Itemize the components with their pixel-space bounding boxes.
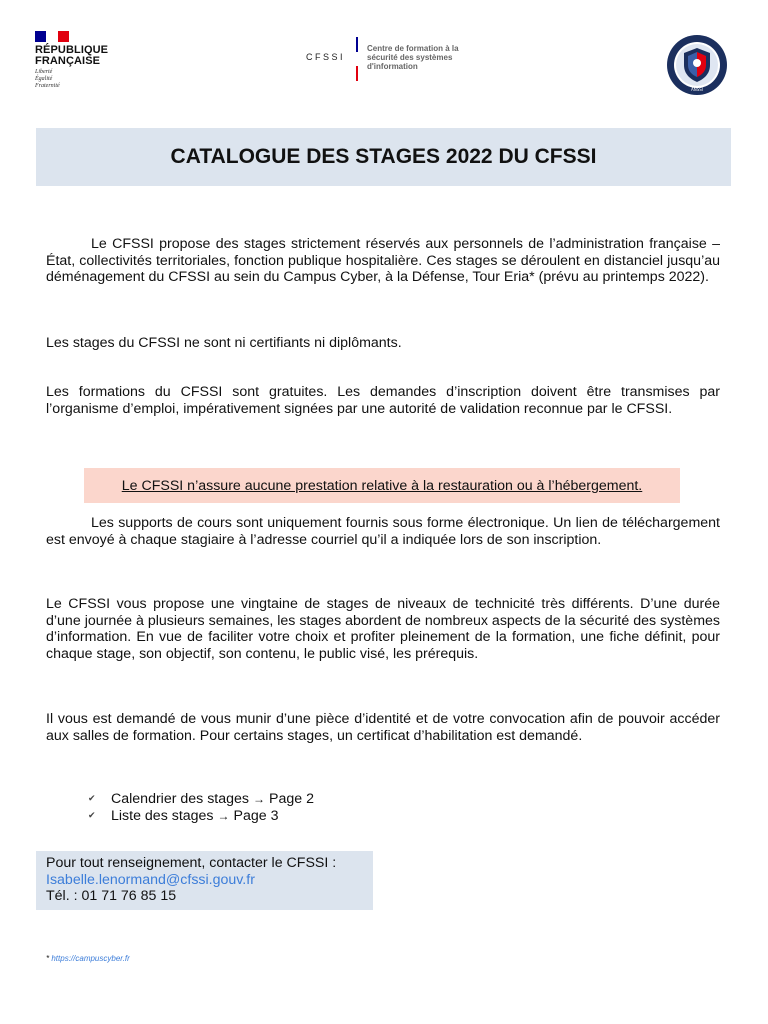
republique-francaise-logo (35, 31, 125, 90)
footnote (46, 954, 130, 963)
link-label: Calendrier des stages (111, 790, 250, 807)
cfssi-subtitle: Centre de formation à la sécurité des systèmes d'information (367, 44, 459, 71)
rf-name-line1: RÉPUBLIQUE (35, 44, 109, 56)
rf-motto (35, 69, 125, 90)
rf-name-line2: FRANÇAISE (35, 55, 101, 67)
rf-motto-line2: Égalité (35, 76, 53, 82)
contact-email-link[interactable]: Isabelle.lenormand@cfssi.gouv.fr (46, 871, 255, 888)
list-item[interactable] (88, 790, 488, 807)
title-banner (36, 128, 731, 186)
notice-box (84, 468, 680, 503)
flag-red (58, 31, 69, 42)
cfssi-wordmark: CFSSI (306, 52, 346, 62)
anssi-seal-logo (666, 34, 728, 96)
rf-motto-line1: Liberté (35, 69, 53, 75)
paragraph-identity: Il vous est demandé de vous munir d’une pièce d’identité et de votre convocation afin de pouvoir accéder aux salles de formation. Pour certains stages, un certificat d’habilitation est demandé. (46, 711, 720, 744)
list-item[interactable] (88, 807, 488, 824)
page-title: CATALOGUE DES STAGES 2022 DU CFSSI (170, 145, 597, 168)
bar-white (356, 52, 358, 67)
french-flag-icon (35, 31, 69, 42)
link-target: Page 2 (269, 790, 314, 807)
page-links-list (88, 790, 488, 824)
footnote-url-link[interactable]: https://campuscyber.fr (51, 954, 130, 963)
link-target: Page 3 (233, 807, 279, 824)
flag-blue (35, 31, 46, 42)
paragraph-certification: Les stages du CFSSI ne sont ni certifiants ni diplômants. (46, 335, 402, 351)
paragraph-course-materials: Les supports de cours sont uniquement fournis sous forme électronique. Un lien de téléchargement est envoyé à chaque stagiaire à l’adresse courriel qu’il a indiquée lors de son inscription. (46, 515, 720, 548)
contact-box (36, 851, 373, 910)
notice-text: Le CFSSI n’assure aucune prestation relative à la restauration ou à l’hébergement. (121, 477, 643, 494)
bar-blue (356, 37, 358, 52)
arrow-right-icon: → (217, 808, 230, 823)
flag-white (46, 31, 57, 42)
paragraph-free-training: Les formations du CFSSI sont gratuites. Les demandes d’inscription doivent être transmises par l’organisme d’emploi, impérativement signées par une autorité de validation reconnue par le CFSSI. (46, 384, 720, 417)
link-label: Liste des stages (111, 807, 214, 824)
bar-red (356, 66, 358, 81)
rf-name (35, 45, 125, 67)
paragraph-intro: Le CFSSI propose des stages strictement réservés aux personnels de l’administration française – État, collectivités territoriales, fonction publique hospitalière. Ces stages se déroulent en distanciel jusqu’au déménagement du CFSSI au sein du Campus Cyber, à la Défense, Tour Eria* (prévu au printemps 2022). (46, 236, 720, 285)
contact-phone: Tél. : 01 71 76 85 15 (46, 888, 177, 904)
cfssi-logo (290, 34, 490, 82)
paragraph-course-offer: Le CFSSI vous propose une vingtaine de stages de niveaux de technicité très différents. D’une durée d’une journée à plusieurs semaines, les stages abordent de nombreux aspects de la sécurité des systèmes d’information. En vue de faciliter votre choix et profiter pleinement de la formation, une fiche définit, pour chaque stage, son objectif, son contenu, le public visé, les prérequis. (46, 596, 720, 662)
checkmark-icon: ✔ (88, 810, 96, 820)
cfssi-tricolor-bar (356, 37, 358, 81)
checkmark-icon: ✔ (88, 793, 96, 803)
anssi-seal-icon (666, 34, 728, 96)
footnote-marker: * (46, 954, 50, 963)
arrow-right-icon: → (253, 791, 266, 806)
rf-motto-line3: Fraternité (35, 83, 60, 89)
anssi-label: ANSSI (691, 87, 703, 92)
contact-intro: Pour tout renseignement, contacter le CFSSI : (46, 855, 337, 871)
